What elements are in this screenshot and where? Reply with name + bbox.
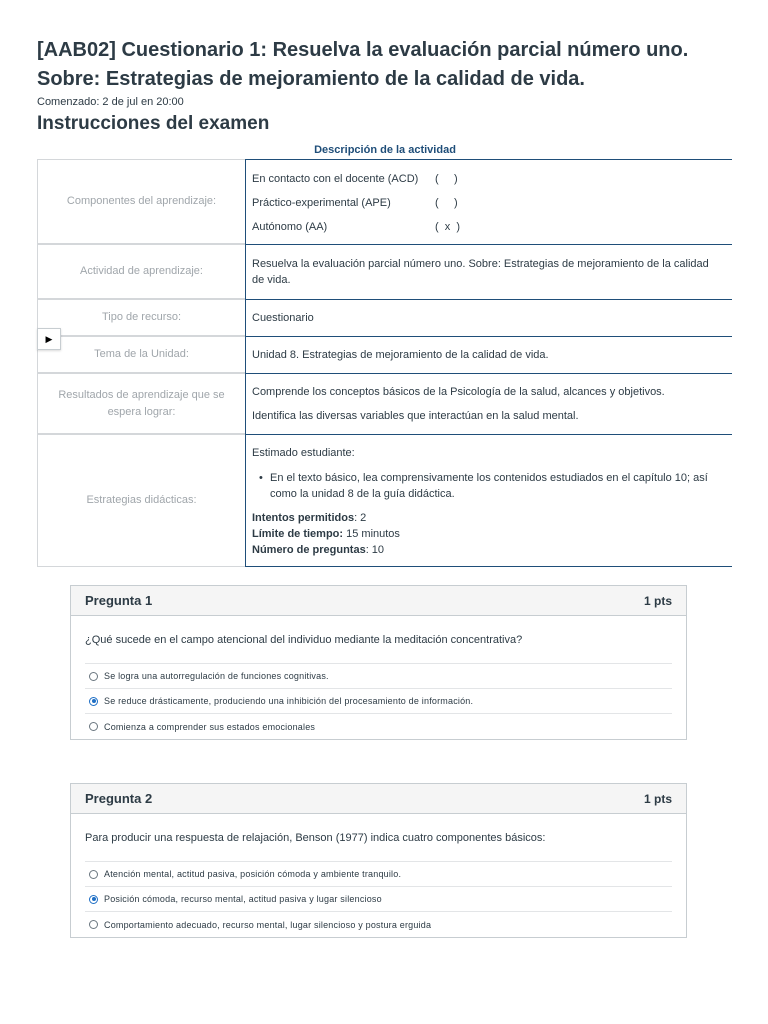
attempts-label: Intentos permitidos: [252, 512, 355, 524]
table-row-strategies: [37, 434, 732, 567]
question-header: [71, 586, 686, 616]
table-row-unit: [37, 333, 732, 373]
answer-option[interactable]: [85, 714, 672, 739]
play-button[interactable]: [37, 328, 61, 350]
instructions-heading: Instrucciones del examen: [37, 113, 270, 134]
component-mark: ( ): [435, 173, 458, 185]
time-limit-value: 15 minutos: [343, 528, 400, 540]
bullet-marker: •: [259, 472, 263, 484]
bullet-text: En el texto básico, lea comprensivamente los contenidos estudiados en el capítulo 10; así como la unidad 8 de la guía didáctica.: [270, 472, 708, 500]
component-item: [252, 195, 726, 219]
question-count-label: Número de preguntas: [252, 544, 366, 556]
question-title: Pregunta 1: [85, 593, 153, 608]
time-limit-label: Límite de tiempo:: [252, 528, 344, 540]
play-icon: ▶: [45, 333, 53, 344]
component-name: En contacto con el docente (ACD): [252, 173, 419, 185]
answer-label[interactable]: Comportamiento adecuado, recurso mental, lugar silencioso y postura erguida: [104, 919, 432, 930]
component-mark: ( ): [435, 197, 458, 209]
components-label: Componentes del aprendizaje:: [37, 159, 245, 244]
attempts-value: : 2: [354, 512, 367, 524]
radio-button-selected[interactable]: [89, 895, 98, 904]
table-row-results: [37, 373, 732, 434]
component-name: Práctico-experimental (APE): [252, 197, 391, 209]
question-text: ¿Qué sucede en el campo atencional del individuo mediante la meditación concentrativa?: [85, 616, 672, 664]
answer-option[interactable]: [85, 862, 672, 887]
question-header: [71, 784, 686, 814]
question-body: [71, 616, 686, 739]
question-text: Para producir una respuesta de relajación, Benson (1977) indica cuatro componentes básicos:: [85, 814, 672, 862]
answer-option[interactable]: [85, 912, 672, 937]
question-count-line: [252, 542, 726, 558]
component-item: [252, 219, 726, 243]
started-timestamp: Comenzado: 2 de jul en 20:00: [37, 96, 184, 108]
question-points: 1 pts: [643, 593, 672, 608]
unit-label: Tema de la Unidad:: [37, 336, 245, 373]
activity-value: Resuelva la evaluación parcial número uno. Sobre: Estrategias de mejoramiento de la calidad de vida.: [245, 244, 732, 299]
answer-label[interactable]: Posición cómoda, recurso mental, actitud pasiva y lugar silencioso: [104, 894, 382, 904]
radio-button[interactable]: [89, 672, 98, 681]
results-value: [245, 373, 732, 434]
components-value: [245, 159, 732, 244]
question-card-1: [70, 585, 687, 740]
question-count-value: : 10: [365, 544, 385, 556]
question-title: Pregunta 2: [85, 791, 153, 806]
answer-label[interactable]: Comienza a comprender sus estados emocionales: [104, 721, 316, 732]
strategy-bullet: [252, 470, 726, 502]
resource-value: Cuestionario: [245, 299, 732, 336]
time-limit-line: [252, 526, 726, 542]
quiz-title: [37, 36, 737, 94]
quiz-title-line-1: [AAB02] Cuestionario 1: Resuelva la evaluación parcial número uno.: [37, 39, 689, 61]
radio-button[interactable]: [89, 722, 98, 731]
greeting-text: Estimado estudiante:: [252, 447, 355, 459]
resource-label: Tipo de recurso:: [37, 299, 245, 336]
attempts-line: [252, 510, 726, 526]
table-row-components: [37, 159, 732, 244]
question-body: [71, 814, 686, 937]
answer-label[interactable]: Atención mental, actitud pasiva, posición cómoda y ambiente tranquilo.: [104, 869, 402, 879]
answer-label[interactable]: Se logra una autorregulación de funciones cognitivas.: [104, 671, 329, 681]
results-label: Resultados de aprendizaje que se espera lograr:: [37, 373, 245, 434]
table-row-resource: [37, 299, 732, 336]
component-item: [252, 171, 726, 195]
quiz-title-line-2: Sobre: Estrategias de mejoramiento de la calidad de vida.: [37, 68, 585, 90]
activity-description-heading: Descripción de la actividad: [314, 144, 456, 156]
strategies-value: [245, 434, 732, 567]
result-item: Identifica las diversas variables que interactúan en la salud mental.: [252, 410, 579, 422]
table-row-activity: [37, 244, 732, 299]
answer-label[interactable]: Se reduce drásticamente, produciendo una inhibición del procesamiento de información.: [104, 696, 474, 706]
answer-option[interactable]: [85, 887, 672, 912]
activity-label: Actividad de aprendizaje:: [37, 244, 245, 299]
radio-button[interactable]: [89, 920, 98, 929]
strategies-label: Estrategias didácticas:: [37, 434, 245, 567]
unit-value: Unidad 8. Estrategias de mejoramiento de la calidad de vida.: [245, 336, 732, 373]
radio-button-selected[interactable]: [89, 697, 98, 706]
component-mark: ( x ): [435, 221, 461, 233]
question-points: 1 pts: [643, 791, 672, 806]
component-name: Autónomo (AA): [252, 221, 328, 233]
question-card-2: [70, 783, 687, 938]
answer-option[interactable]: [85, 689, 672, 714]
answer-option[interactable]: [85, 664, 672, 689]
radio-button[interactable]: [89, 870, 98, 879]
result-item: Comprende los conceptos básicos de la Psicología de la salud, alcances y objetivos.: [252, 386, 665, 398]
